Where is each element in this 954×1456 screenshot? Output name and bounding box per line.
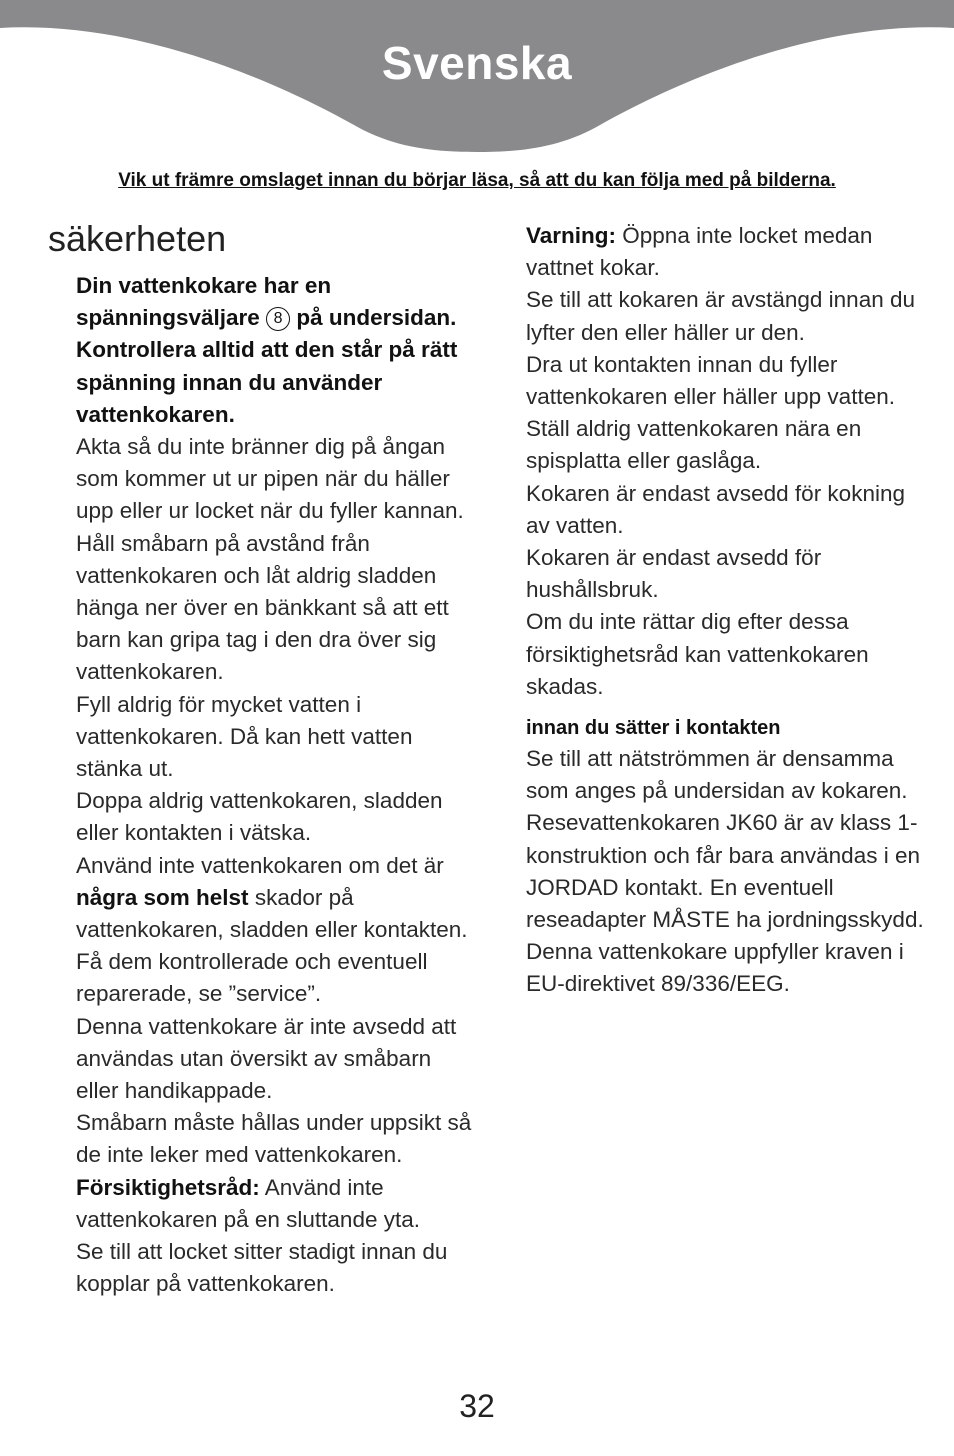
voltage-warning-text-a: Din vattenkokare har en spänningsväljare [76, 273, 332, 331]
paragraph-overfill: Fyll aldrig för mycket vatten i vattenkokaren. Då kan hett vatten stänka ut. [76, 691, 413, 782]
intro-instruction: Vik ut främre omslaget innan du börjar läsa, så att du kan följa med på bilderna. [118, 170, 836, 191]
paragraph-mains: Se till att nätströmmen är densamma som anges på undersidan av kokaren. [526, 746, 908, 804]
damage-text-a: Använd inte vattenkokaren om det är [76, 852, 444, 878]
page-title: Svenska [381, 37, 573, 89]
section-heading: säkerheten [48, 218, 227, 259]
voltage-warning-text-b: på undersidan. Kontrollera alltid att den står på rätt spänning innan du använder vattenkokaren. [76, 305, 458, 427]
paragraph-household: Kokaren är endast avsedd för hushållsbruk. [526, 545, 822, 603]
warning-text: Öppna inte locket medan vattnet kokar. [526, 223, 873, 281]
paragraph-warning [526, 220, 926, 284]
left-column [76, 270, 476, 1301]
header-banner [0, 0, 954, 160]
paragraph-steam: Akta så du inte bränner dig på ångan som kommer ut ur pipen när du häller upp eller ur locket när du fyller kannan. [76, 434, 464, 524]
paragraph-caution [76, 1172, 476, 1236]
caution-text: Använd inte vattenkokaren på en sluttande yta. [76, 1174, 420, 1232]
paragraph-supervision: Denna vattenkokare är inte avsedd att användas utan översikt av småbarn eller handikappade. [76, 1013, 457, 1104]
paragraph-boiling-only: Kokaren är endast avsedd för kokning av vatten. [526, 480, 905, 538]
paragraph-eu-directive: Denna vattenkokare uppfyller kraven i EU-direktivet 89/336/EEG. [526, 939, 904, 997]
paragraph-switch-off: Se till att kokaren är avstängd innan du lyfter den eller häller ur den. [526, 287, 915, 345]
warning-label: Varning: [526, 223, 617, 248]
voltage-warning [76, 270, 476, 431]
paragraph-children: Håll småbarn på avstånd från vattenkokaren och låt aldrig sladden hänga ner över en bänkkant så att ett barn kan gripa tag i den dra över sig vattenkokaren. [76, 530, 449, 685]
paragraph-earthed: Resevattenkokaren JK60 är av klass 1-konstruktion och får bara användas i en JORDAD kontakt. En eventuell reseadapter MÅSTE ha jordningsskydd. [526, 810, 924, 933]
damage-emphasis: några som helst [76, 884, 249, 910]
paragraph-play: Småbarn måste hållas under uppsikt så de inte leker med vattenkokaren. [76, 1110, 472, 1168]
damage-text-b: skador på vattenkokaren, sladden eller kontakten. Få dem kontrollerade och eventuell reparerade, se ”service”. [76, 884, 468, 1007]
page-number: 32 [459, 1388, 495, 1424]
paragraph-damage-risk: Om du inte rättar dig efter dessa försiktighetsråd kan vattenkokaren skadas. [526, 609, 869, 699]
paragraph-hotplate: Ställ aldrig vattenkokaren nära en spisplatta eller gaslåga. [526, 416, 862, 474]
paragraph-lid: Se till att locket sitter stadigt innan du kopplar på vattenkokaren. [76, 1239, 448, 1297]
paragraph-unplug: Dra ut kontakten innan du fyller vattenkokaren eller häller upp vatten. [526, 351, 895, 410]
part-number-marker: 8 [266, 307, 290, 331]
subheading-plugging-in: innan du sätter i kontakten [526, 717, 781, 740]
paragraph-immerse: Doppa aldrig vattenkokaren, sladden eller kontakten i vätska. [76, 788, 443, 846]
paragraph-damage [76, 850, 476, 1011]
right-column [526, 220, 926, 1001]
caution-label: Försiktighetsråd: [76, 1174, 260, 1200]
